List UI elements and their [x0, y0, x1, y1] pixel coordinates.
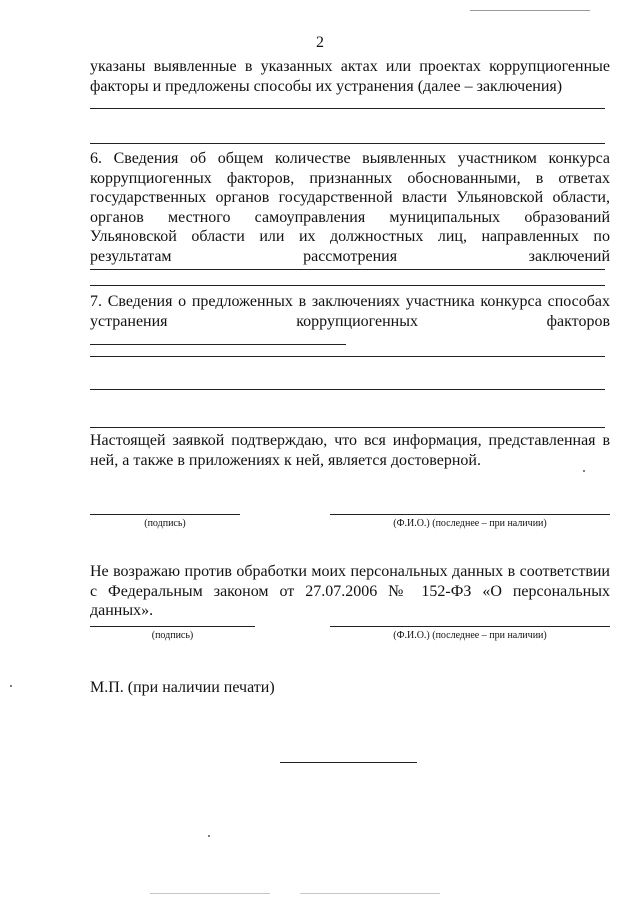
scan-artifact	[470, 10, 590, 11]
fill-line	[90, 269, 605, 270]
section7-label: 7. Сведения о предложенных в заключениях участника конкурса способах устранения коррупциогенных факторов	[90, 293, 610, 330]
scan-artifact	[208, 835, 210, 837]
signature-caption: (подпись)	[151, 630, 194, 641]
scan-artifact	[150, 893, 270, 894]
section5-continuation: указаны выявленные в указанных актах или проектах коррупциогенные факторы и предложены способы их устранения (далее – заключения)	[90, 58, 610, 95]
stamp-note: М.П. (при наличии печати)	[90, 679, 275, 696]
scan-artifact	[583, 470, 585, 472]
fill-line	[90, 108, 605, 109]
section7-text	[90, 292, 610, 351]
fill-line	[90, 356, 605, 357]
fill-line	[90, 427, 605, 428]
section6-text: 6. Сведения об общем количестве выявленных участником конкурса коррупциогенных факторов, признанных обоснованными, в ответах государственных органов государственной власти Ульяновской области, органов местного самоуправления муниципальных образований Ульяновской области или их должностных лиц, направленных по результатам рассмотрения заключений	[90, 150, 610, 265]
fill-line	[90, 143, 605, 144]
name-line	[330, 514, 610, 515]
fill-line	[90, 343, 346, 345]
consent-text: Не возражаю против обработки моих персональных данных в соответствии с Федеральным законом от 27.07.2006 № 152-ФЗ «О персональных данных».	[90, 563, 610, 620]
closing-line	[280, 762, 417, 763]
scan-artifact	[10, 685, 12, 687]
fill-line	[90, 285, 605, 286]
confirmation-text: Настоящей заявкой подтверждаю, что вся информация, представленная в ней, а также в приложениях к ней, является достоверной.	[90, 432, 610, 469]
name-line	[330, 626, 610, 627]
signature-line	[90, 514, 240, 515]
fill-line	[90, 389, 605, 390]
signature-line	[90, 626, 255, 627]
scan-artifact	[300, 893, 440, 894]
name-caption: (Ф.И.О.) (последнее – при наличии)	[393, 630, 547, 641]
name-caption: (Ф.И.О.) (последнее – при наличии)	[393, 518, 547, 529]
page-number: 2	[316, 34, 324, 51]
signature-caption: (подпись)	[144, 518, 186, 529]
